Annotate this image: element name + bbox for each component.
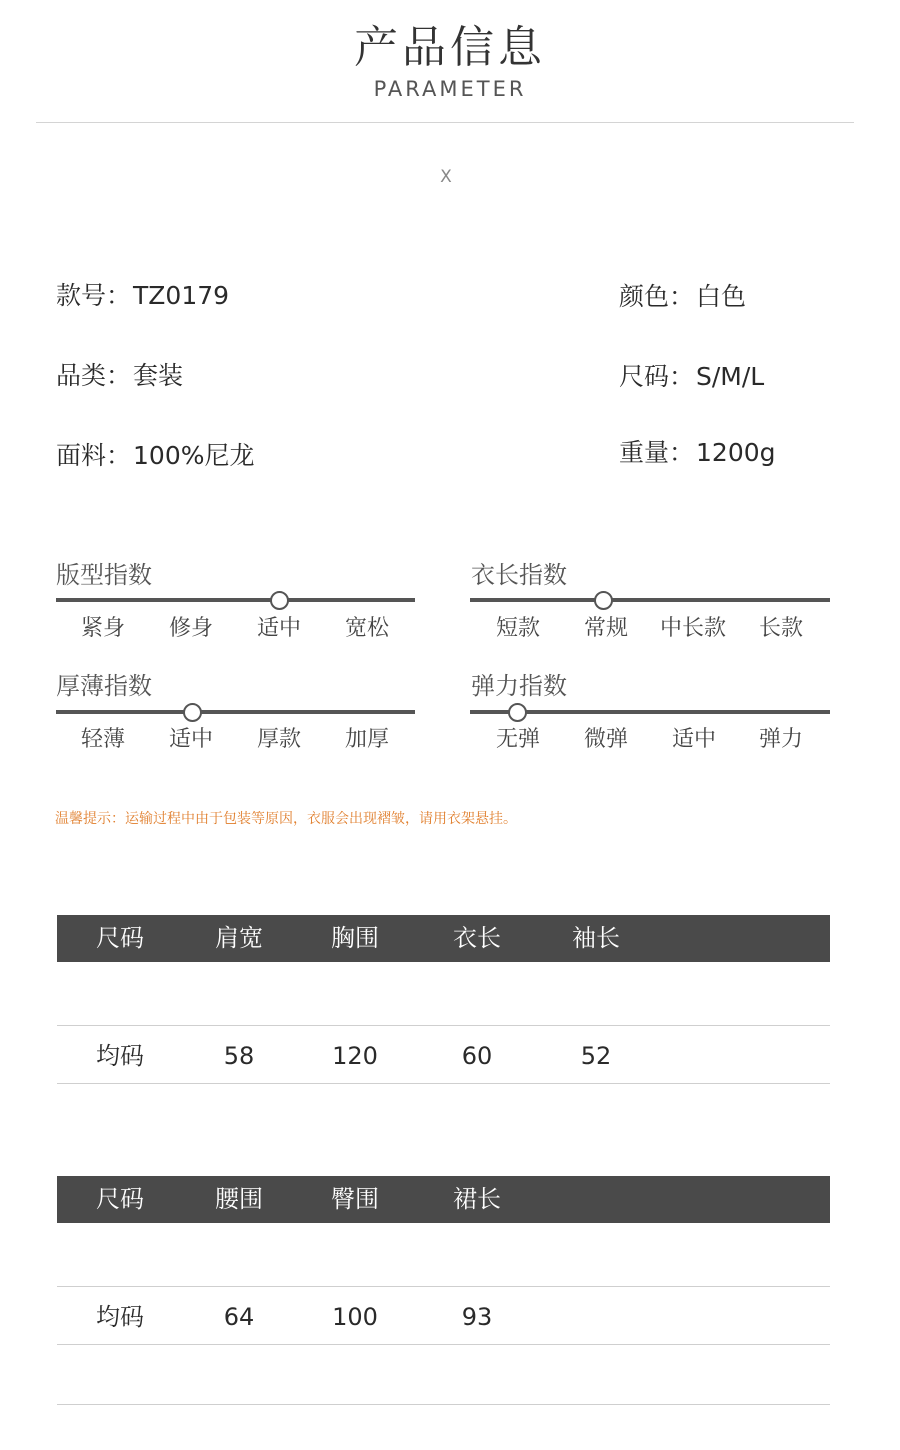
thickness-option: 轻薄 — [80, 727, 125, 752]
table-cell: 58 — [223, 1042, 255, 1070]
info-style-number — [56, 280, 229, 312]
fit-option: 紧身 — [80, 616, 125, 641]
fit-option: 适中 — [256, 616, 301, 641]
table-cell: 100 — [332, 1303, 378, 1331]
info-style-number-value: TZ0179 — [133, 281, 230, 310]
table-cell: 93 — [461, 1303, 493, 1331]
info-weight-label: 重量： — [619, 438, 695, 467]
table-cell: 均码 — [96, 1042, 144, 1070]
top-table-header-cell: 袖长 — [572, 924, 620, 952]
fit-option: 宽松 — [344, 616, 389, 641]
top-table-header-cell: 尺码 — [96, 924, 144, 952]
care-tip: 温馨提示：运输过程中由于包装等原因，衣服会出现褶皱，请用衣架悬挂。 — [55, 811, 517, 827]
info-color-value: 白色 — [696, 282, 747, 311]
info-color-label: 颜色： — [619, 282, 695, 311]
table-divider — [57, 1286, 830, 1287]
info-size-label: 尺码： — [619, 362, 695, 391]
fit-index-knob — [270, 591, 289, 610]
top-table-header-cell: 胸围 — [331, 924, 379, 952]
info-category — [56, 360, 183, 392]
table-divider — [57, 1083, 830, 1084]
info-fabric — [56, 440, 255, 472]
bottom-table-header-cell: 尺码 — [96, 1185, 144, 1213]
bottom-table-header-cell: 腰围 — [215, 1185, 263, 1213]
stretch-index-title: 弹力指数 — [471, 672, 567, 700]
stretch-option: 弹力 — [758, 727, 803, 752]
thickness-index-knob — [183, 703, 202, 722]
table-divider — [57, 1025, 830, 1026]
length-index-title: 衣长指数 — [471, 561, 567, 589]
info-color — [619, 281, 746, 313]
header-divider — [36, 122, 854, 123]
table-divider — [57, 1404, 830, 1405]
table-cell: 60 — [461, 1042, 493, 1070]
thickness-option: 加厚 — [344, 727, 389, 752]
length-index-knob — [594, 591, 613, 610]
fit-index-title: 版型指数 — [56, 561, 152, 589]
table-cell: 52 — [580, 1042, 612, 1070]
page-subtitle: PARAMETER — [373, 77, 527, 101]
info-category-label: 品类： — [56, 361, 132, 390]
thickness-index-title: 厚薄指数 — [56, 672, 152, 700]
info-fabric-label: 面料： — [56, 441, 132, 470]
table-divider — [57, 1344, 830, 1345]
length-index-track — [470, 598, 830, 602]
close-icon[interactable]: X — [440, 167, 452, 187]
info-weight — [619, 437, 776, 469]
top-table-header-cell: 肩宽 — [215, 924, 263, 952]
thickness-option: 厚款 — [256, 727, 301, 752]
bottom-table-header-cell: 裙长 — [453, 1185, 501, 1213]
thickness-index-track — [56, 710, 415, 714]
info-category-value: 套装 — [133, 361, 184, 390]
table-cell: 120 — [332, 1042, 378, 1070]
thickness-option: 适中 — [168, 727, 213, 752]
stretch-option: 无弹 — [495, 727, 540, 752]
stretch-option: 微弹 — [583, 727, 628, 752]
info-size-value: S/M/L — [696, 362, 765, 391]
table-cell: 均码 — [96, 1303, 144, 1331]
length-option: 长款 — [758, 616, 803, 641]
stretch-index-knob — [508, 703, 527, 722]
length-option: 中长款 — [659, 616, 726, 641]
length-option: 短款 — [495, 616, 540, 641]
top-table-header-cell: 衣长 — [453, 924, 501, 952]
info-fabric-value: 100%尼龙 — [133, 441, 255, 470]
page-title: 产品信息 — [354, 22, 546, 73]
fit-index-track — [56, 598, 415, 602]
table-cell: 64 — [223, 1303, 255, 1331]
stretch-option: 适中 — [671, 727, 716, 752]
length-option: 常规 — [583, 616, 628, 641]
info-size — [619, 361, 764, 393]
bottom-table-header-cell: 臀围 — [331, 1185, 379, 1213]
info-style-number-label: 款号： — [56, 281, 132, 310]
info-weight-value: 1200g — [696, 438, 776, 467]
fit-option: 修身 — [168, 616, 213, 641]
